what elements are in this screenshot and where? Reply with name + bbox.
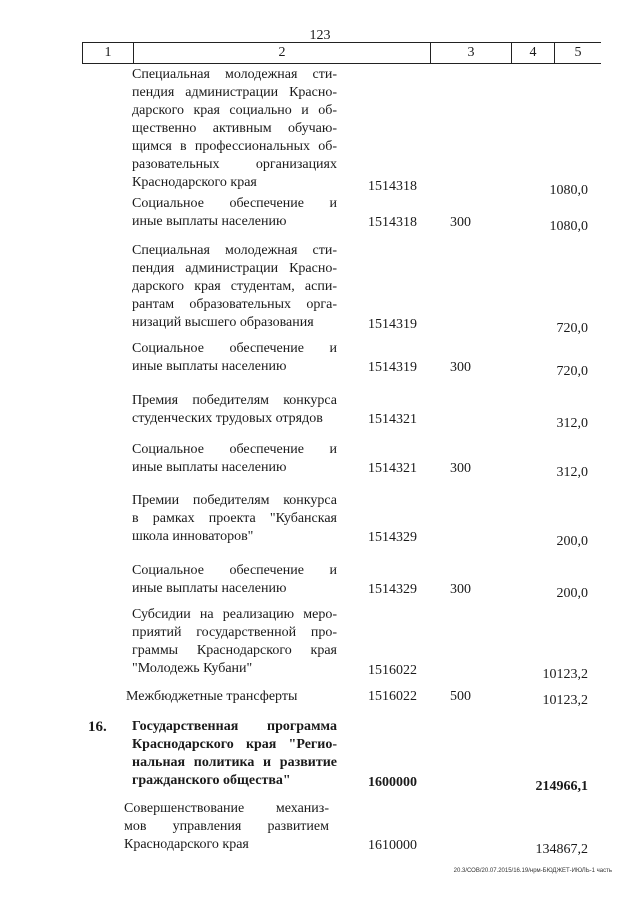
header-col-2: 2 xyxy=(134,43,431,63)
description-line: школа инноваторов" xyxy=(132,529,254,544)
description-line: иные выплаты населению xyxy=(132,460,287,475)
description-line: пендия администрации Красно- xyxy=(132,261,337,276)
amount: 720,0 xyxy=(556,363,588,379)
expense-type-code: 300 xyxy=(450,359,471,375)
expense-type-code: 500 xyxy=(450,689,471,704)
description-line: студенческих трудовых отрядов xyxy=(132,411,323,426)
description-line: иные выплаты населению xyxy=(132,214,287,229)
target-code: 1514329 xyxy=(368,581,417,597)
description-line: Краснодарского края xyxy=(132,175,257,190)
description-line: Краснодарского края xyxy=(124,837,249,852)
description-line: низаций высшего образования xyxy=(132,315,314,330)
table-header xyxy=(82,42,601,64)
target-code: 1516022 xyxy=(368,662,417,678)
row-description xyxy=(124,800,329,854)
description-line: щимся в профессиональных об- xyxy=(132,139,337,154)
row-description xyxy=(132,66,337,192)
description-line: Межбюджетные трансферты xyxy=(126,689,298,704)
description-line: Социальное обеспечение и xyxy=(132,563,337,578)
expense-type-code: 300 xyxy=(450,460,471,476)
amount: 1080,0 xyxy=(549,182,588,198)
amount: 10123,2 xyxy=(542,666,588,682)
target-code: 1514319 xyxy=(368,359,417,375)
target-code: 1610000 xyxy=(368,838,417,854)
description-line: Социальное обеспечение и xyxy=(132,442,337,457)
target-code: 1514318 xyxy=(368,214,417,230)
description-line: Социальное обеспечение и xyxy=(132,341,337,356)
amount: 1080,0 xyxy=(549,218,588,234)
row-description xyxy=(132,562,337,598)
description-line: дарского края социально и об- xyxy=(132,103,337,118)
target-code: 1514329 xyxy=(368,530,417,546)
target-code: 1600000 xyxy=(368,774,417,790)
target-code: 1514319 xyxy=(368,317,417,333)
amount: 200,0 xyxy=(556,585,588,601)
row-description xyxy=(132,492,337,546)
description-line: щественно активным обучаю- xyxy=(132,121,337,136)
description-line: мов управления развитием xyxy=(124,819,329,834)
row-description xyxy=(132,441,337,477)
page-number: 123 xyxy=(309,28,331,43)
amount: 214966,1 xyxy=(535,778,588,794)
description-line: граммы Краснодарского края xyxy=(132,643,337,658)
description-line: рантам образовательных орга- xyxy=(132,297,337,312)
row-description xyxy=(132,242,337,332)
amount: 312,0 xyxy=(556,415,588,431)
row-description xyxy=(132,392,337,428)
header-col-5: 5 xyxy=(574,45,582,60)
header-col-1: 1 xyxy=(83,43,134,63)
expense-type-code: 300 xyxy=(450,214,471,230)
row-description xyxy=(132,606,337,678)
description-line: Премии победителям конкурса xyxy=(132,493,337,508)
row-description xyxy=(132,195,337,231)
description-line: Премия победителям конкурса xyxy=(132,393,337,408)
header-col-4: 4 xyxy=(512,43,555,63)
description-line: иные выплаты населению xyxy=(132,581,287,596)
target-code: 1514321 xyxy=(368,411,417,427)
amount: 10123,2 xyxy=(542,693,588,708)
row-number: 16. xyxy=(88,719,107,735)
target-code: 1516022 xyxy=(368,689,417,704)
description-line: Государственная программа xyxy=(132,719,337,734)
description-line: иные выплаты населению xyxy=(132,359,287,374)
header-col-3: 3 xyxy=(431,43,512,63)
footer-code: 20.3/СОВ/20.07.2015/16.19/нрм-БЮДЖЕТ-ИЮЛЬ-1 часть xyxy=(453,868,612,874)
row-description xyxy=(126,688,331,706)
description-line: в рамках проекта "Кубанская xyxy=(132,511,337,526)
target-code: 1514321 xyxy=(368,460,417,476)
description-line: Специальная молодежная сти- xyxy=(132,243,337,258)
description-line: Краснодарского края "Регио- xyxy=(132,737,337,752)
amount: 200,0 xyxy=(556,534,588,550)
description-line: Субсидии на реализацию меро- xyxy=(132,607,337,622)
target-code: 1514318 xyxy=(368,178,417,194)
description-line: нальная политика и развитие xyxy=(132,755,337,770)
description-line: пендия администрации Красно- xyxy=(132,85,337,100)
description-line: дарского края студентам, аспи- xyxy=(132,279,337,294)
row-description xyxy=(132,718,337,790)
expense-type-code: 300 xyxy=(450,581,471,597)
description-line: "Молодежь Кубани" xyxy=(132,661,253,676)
row-description xyxy=(132,340,337,376)
description-line: Совершенствование механиз- xyxy=(124,801,329,816)
amount: 720,0 xyxy=(556,321,588,337)
amount: 134867,2 xyxy=(535,842,588,858)
description-line: Социальное обеспечение и xyxy=(132,196,337,211)
description-line: Специальная молодежная сти- xyxy=(132,67,337,82)
description-line: гражданского общества" xyxy=(132,773,291,788)
description-line: разовательных организациях xyxy=(132,157,337,172)
description-line: приятий государственной про- xyxy=(132,625,337,640)
amount: 312,0 xyxy=(556,464,588,480)
